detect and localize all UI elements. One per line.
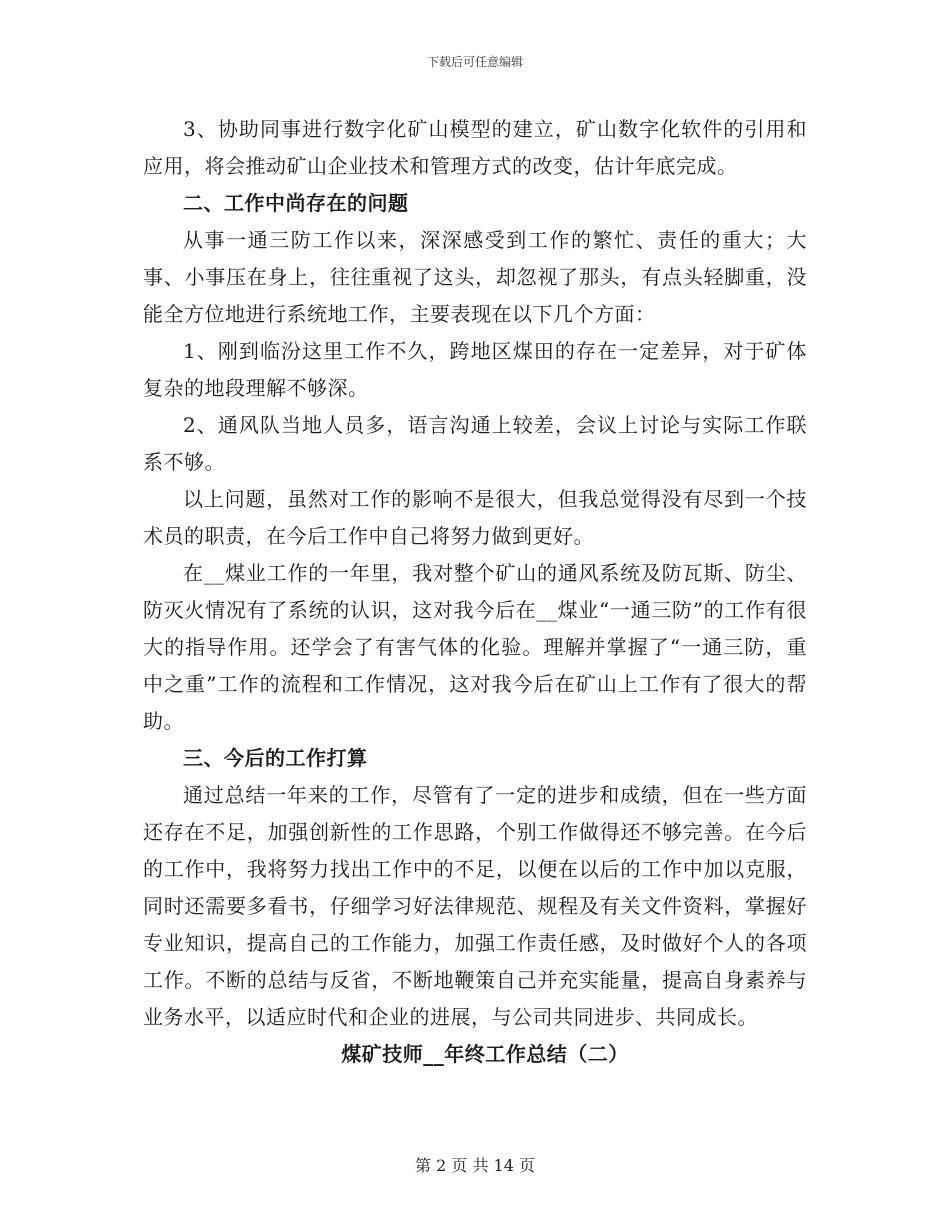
- paragraph-year-review: 在__煤业工作的一年里，我对整个矿山的通风系统及防瓦斯、防尘、防灭火情况有了系统的认识，这对我今后在__煤业“一通三防”的工作有很大的指导作用。还学会了有害气体的化验。理解并掌握了“一通三防，重中之重”工作的流程和工作情况，这对我今后在矿山上工作有了很大的帮助。: [143, 561, 807, 733]
- page-number: 第 2 页 共 14 页: [415, 1156, 535, 1175]
- paragraph-plans: 通过总结一年来的工作，尽管有了一定的进步和成绩，但在一些方面还存在不足，加强创新性的工作思路，个别工作做得还不够完善。在今后的工作中，我将努力找出工作中的不足，以便在以后的工作中加以克服，同时还需要多看书，仔细学习好法律规范、规程及有关文件资料，掌握好专业知识，提高自己的工作能力，加强工作责任感，及时做好个人的各项工作。不断的总结与反省，不断地鞭策自己并充实能量，提高自身素养与业务水平，以适应时代和企业的进展，与公司共同进步、共同成长。: [143, 783, 807, 1029]
- document-subtitle: 煤矿技师__年终工作总结（二）: [341, 1042, 629, 1066]
- paragraph-problem-2: 2、通风队当地人员多，语言沟通上较差，会议上讨论与实际工作联系不够。: [143, 413, 807, 474]
- paragraph-problem-1: 1、刚到临汾这里工作不久，跨地区煤田的存在一定差异，对于矿体复杂的地段理解不够深。: [143, 339, 807, 400]
- section-heading-problems: 二、工作中尚存在的问题: [183, 191, 409, 215]
- paragraph-problems-summary: 以上问题，虽然对工作的影响不是很大，但我总觉得没有尽到一个技术员的职责，在今后工作中自己将努力做到更好。: [143, 487, 807, 548]
- section-heading-plans: 三、今后的工作打算: [183, 746, 368, 770]
- document-body: [143, 111, 807, 1073]
- paragraph-problems-intro: 从事一通三防工作以来，深深感受到工作的繁忙、责任的重大；大事、小事压在身上，往往重视了这头，却忽视了那头，有点头轻脚重，没能全方位地进行系统地工作，主要表现在以下几个方面：: [143, 228, 807, 326]
- paragraph-item-3: 3、协助同事进行数字化矿山模型的建立，矿山数字化软件的引用和应用，将会推动矿山企业技术和管理方式的改变，估计年底完成。: [143, 117, 807, 178]
- page-header-note: 下载后可任意编辑: [426, 55, 523, 69]
